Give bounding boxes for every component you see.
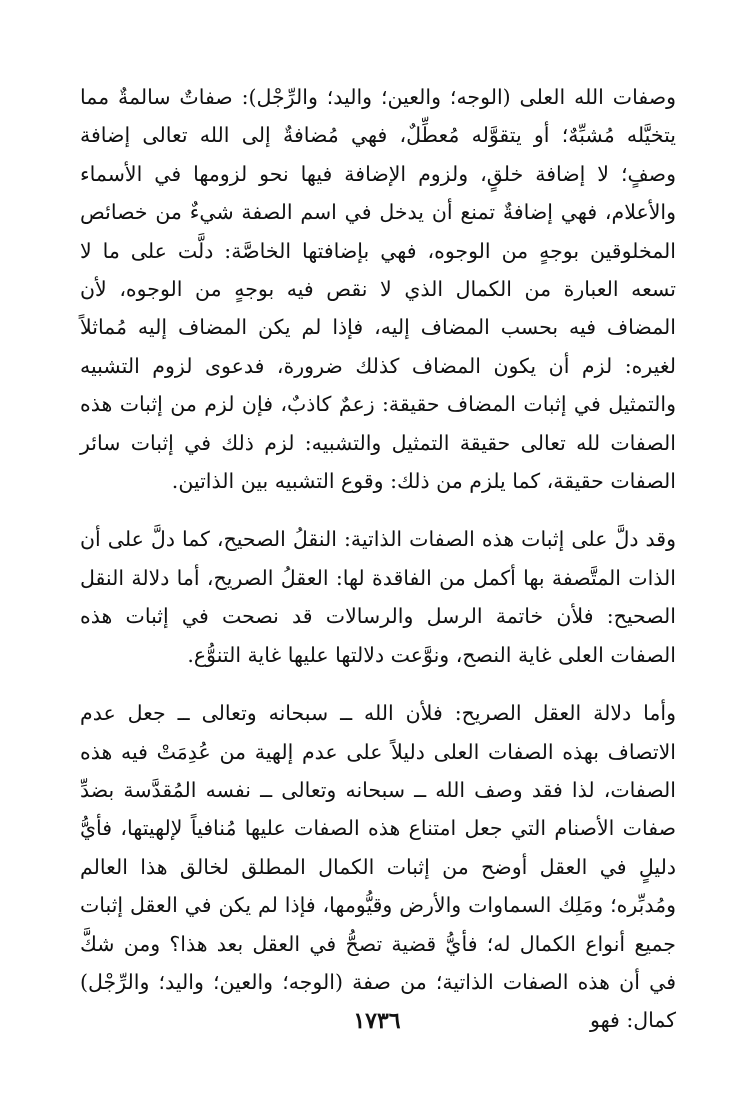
page-body — [80, 78, 676, 1040]
paragraph-2: وقد دلَّ على إثبات هذه الصفات الذاتية: النقلُ الصحيح، كما دلَّ على أن الذات المتَّصفة بها أكمل من الفاقدة لها: العقلُ الصريح، أما دلالة النقل الصحيح: فلأن خاتمة الرسل والرسالات قد نصحت في إثبات هذه الصفات العلى غاية النصح، ونوَّعت دلالتها عليها غاية التنوُّع. — [80, 527, 676, 667]
paragraph-3: وأما دلالة العقل الصريح: فلأن الله ــ سبحانه وتعالى ــ جعل عدم الاتصاف بهذه الصفات العلى دليلاً على عدم إلهية من عُدِمَتْ فيه هذه الصفات، لذا فقد وصف الله ــ سبحانه وتعالى ــ نفسه المُقدَّسة بضدِّ صفات الأصنام التي جعل امتناع هذه الصفات عليها مُنافياً لإلهيتها، فأيُّ دليلٍ في العقل أوضح من إثبات الكمال المطلق لخالق هذا العالم ومُدبِّره؛ ومَلِك السماوات والأرض وقيُّومها، فإذا لم يكن في العقل إثبات جميع أنواع الكمال له؛ فأيُّ قضية تصحُّ في العقل بعد هذا؟ ومن شكَّ في أن هذه الصفات الذاتية؛ من صفة (الوجه؛ والعين؛ واليد؛ والرِّجْل) كمال: فهو — [80, 701, 676, 1033]
page-number: ١٧٣٦ — [353, 1008, 401, 1034]
paragraph-1: وصفات الله العلى (الوجه؛ والعين؛ واليد؛ والرِّجْل): صفاتٌ سالمةٌ مما يتخيَّله مُشبِّهٌ؛ أو يتقوَّله مُعطِّلٌ، فهي مُضافةٌ إلى الله تعالى إضافة وصفٍ؛ لا إضافة خلقٍ، ولزوم الإضافة فيها نحو لزومها في الأسماء والأعلام، فهي إضافةٌ تمنع أن يدخل في اسم الصفة شيءٌ من خصائص المخلوقين بوجهٍ من الوجوه، فهي بإضافتها الخاصَّة: دلَّت على ما لا تسعه العبارة من الكمال الذي لا نقص فيه بوجهٍ من الوجوه، لأن المضاف فيه بحسب المضاف إليه، فإذا لم يكن المضاف إليه مُماثلاً لغيره: لزم أن يكون المضاف كذلك ضرورة، فدعوى لزوم التشبيه والتمثيل في إثبات المضاف حقيقة: زعمٌ كاذبٌ، فإن لزم من إثبات هذه الصفات لله تعالى حقيقة التمثيل والتشبيه: لزم ذلك في إثبات سائر الصفات حقيقة، كما يلزم من ذلك: وقوع التشبيه بين الذاتين. — [80, 85, 676, 494]
